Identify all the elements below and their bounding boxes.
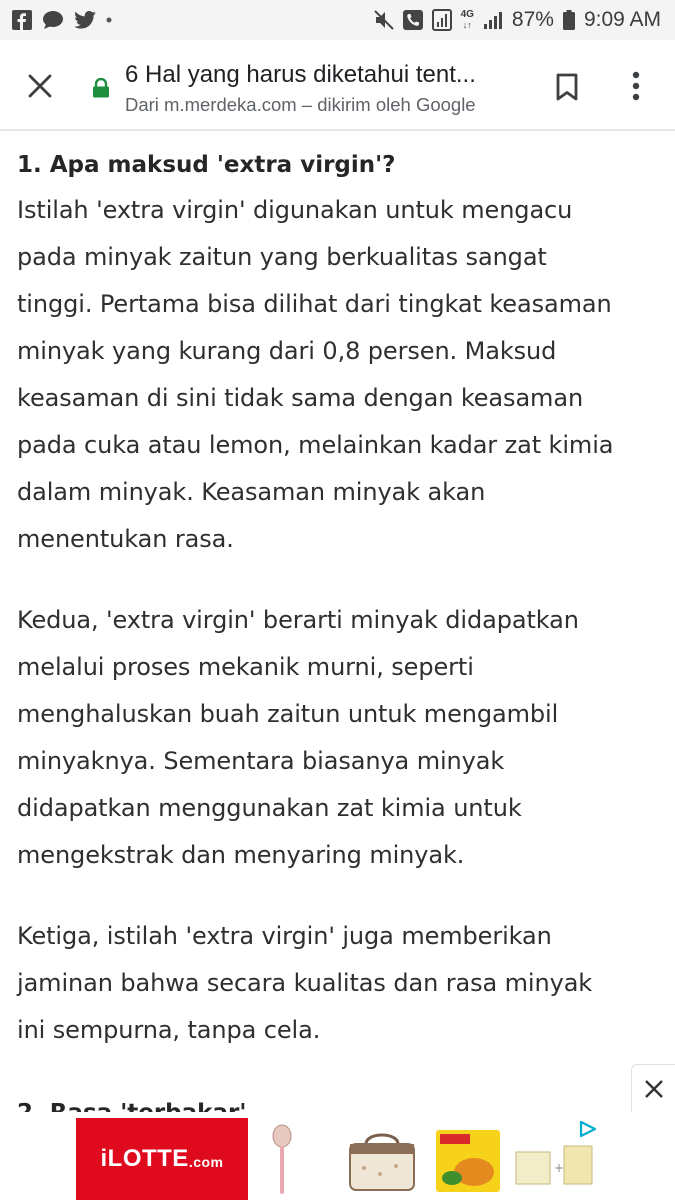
text-line: mengekstrak dan menyaring minyak. [17, 841, 465, 869]
more-notifications-icon [106, 17, 112, 23]
facebook-icon [12, 10, 32, 30]
secure-lock-icon[interactable] [92, 78, 110, 102]
overflow-menu-button[interactable] [626, 68, 646, 104]
text-line: Kedua, 'extra virgin' berarti minyak didapatkan [17, 606, 579, 634]
twitter-icon [74, 11, 96, 29]
more-vert-icon [632, 71, 640, 101]
ad-brand-suffix: .com [188, 1154, 224, 1170]
text-line: keasaman di sini tidak sama dengan keasaman [17, 384, 584, 412]
text-line: ini sempurna, tanpa cela. [17, 1016, 321, 1044]
close-icon [644, 1079, 664, 1099]
text-line: melalui proses mekanik murni, seperti [17, 653, 474, 681]
product-handbag-image[interactable] [344, 1128, 420, 1194]
text-line: Ketiga, istilah 'extra virgin' juga memberikan [17, 922, 552, 950]
battery-icon [563, 10, 575, 30]
status-bar [0, 0, 675, 40]
battery-percent: 87% [511, 8, 554, 31]
ad-banner[interactable] [76, 1118, 600, 1200]
text-line: dalam minyak. Keasaman minyak akan [17, 478, 486, 506]
system-status [374, 8, 661, 32]
text-line: tinggi. Pertama bisa dilihat dari tingkat keasaman [17, 290, 612, 318]
article-body [17, 140, 667, 1135]
browser-toolbar [0, 40, 675, 131]
product-giftbox-image[interactable] [514, 1140, 594, 1190]
signal-box-icon [432, 9, 452, 31]
bookmark-icon [556, 73, 578, 101]
close-button[interactable] [22, 68, 58, 104]
text-line: Istilah 'extra virgin' digunakan untuk mengacu [17, 196, 573, 224]
mute-icon [374, 10, 394, 30]
bookmark-button[interactable] [552, 70, 582, 104]
text-line: minyaknya. Sementara biasanya minyak [17, 747, 505, 775]
paragraph-2 [17, 597, 667, 879]
text-line: minyak yang kurang dari 0,8 persen. Maksud [17, 337, 557, 365]
text-line: pada cuka atau lemon, melainkan kadar zat kimia [17, 431, 614, 459]
text-line: menghaluskan buah zaitun untuk mengambil [17, 700, 559, 728]
network-type-label: 4G ↓↑ [460, 9, 474, 30]
clock: 9:09 AM [583, 8, 661, 31]
close-icon [28, 74, 52, 98]
call-icon [403, 10, 423, 30]
paragraph-1 [17, 187, 667, 563]
text-line: menentukan rasa. [17, 525, 234, 553]
page-title-block[interactable] [125, 60, 525, 118]
product-noodle-image[interactable] [434, 1126, 502, 1196]
section-heading: 1. Apa maksud 'extra virgin'? [17, 152, 396, 178]
network-type-text: 4G [460, 9, 474, 20]
product-brush-image[interactable] [262, 1122, 302, 1198]
message-icon [42, 10, 64, 30]
notification-icons [12, 10, 112, 30]
ad-brand-name: iLOTTE [100, 1145, 189, 1172]
text-line: pada minyak zaitun yang berkualitas sangat [17, 243, 547, 271]
ad-brand-logo[interactable] [76, 1118, 248, 1200]
text-line: didapatkan menggunakan zat kimia untuk [17, 794, 522, 822]
text-line: jaminan bahwa secara kualitas dan rasa minyak [17, 969, 593, 997]
cell-signal-icon [483, 10, 503, 30]
ad-close-button[interactable] [631, 1064, 675, 1112]
page-title: 6 Hal yang harus diketahui tent... [125, 61, 476, 88]
adchoices-icon[interactable] [578, 1120, 598, 1138]
svg-text:+: + [554, 1161, 565, 1175]
page-source: Dari m.merdeka.com – dikirim oleh Google [125, 94, 476, 115]
paragraph-3 [17, 913, 667, 1054]
